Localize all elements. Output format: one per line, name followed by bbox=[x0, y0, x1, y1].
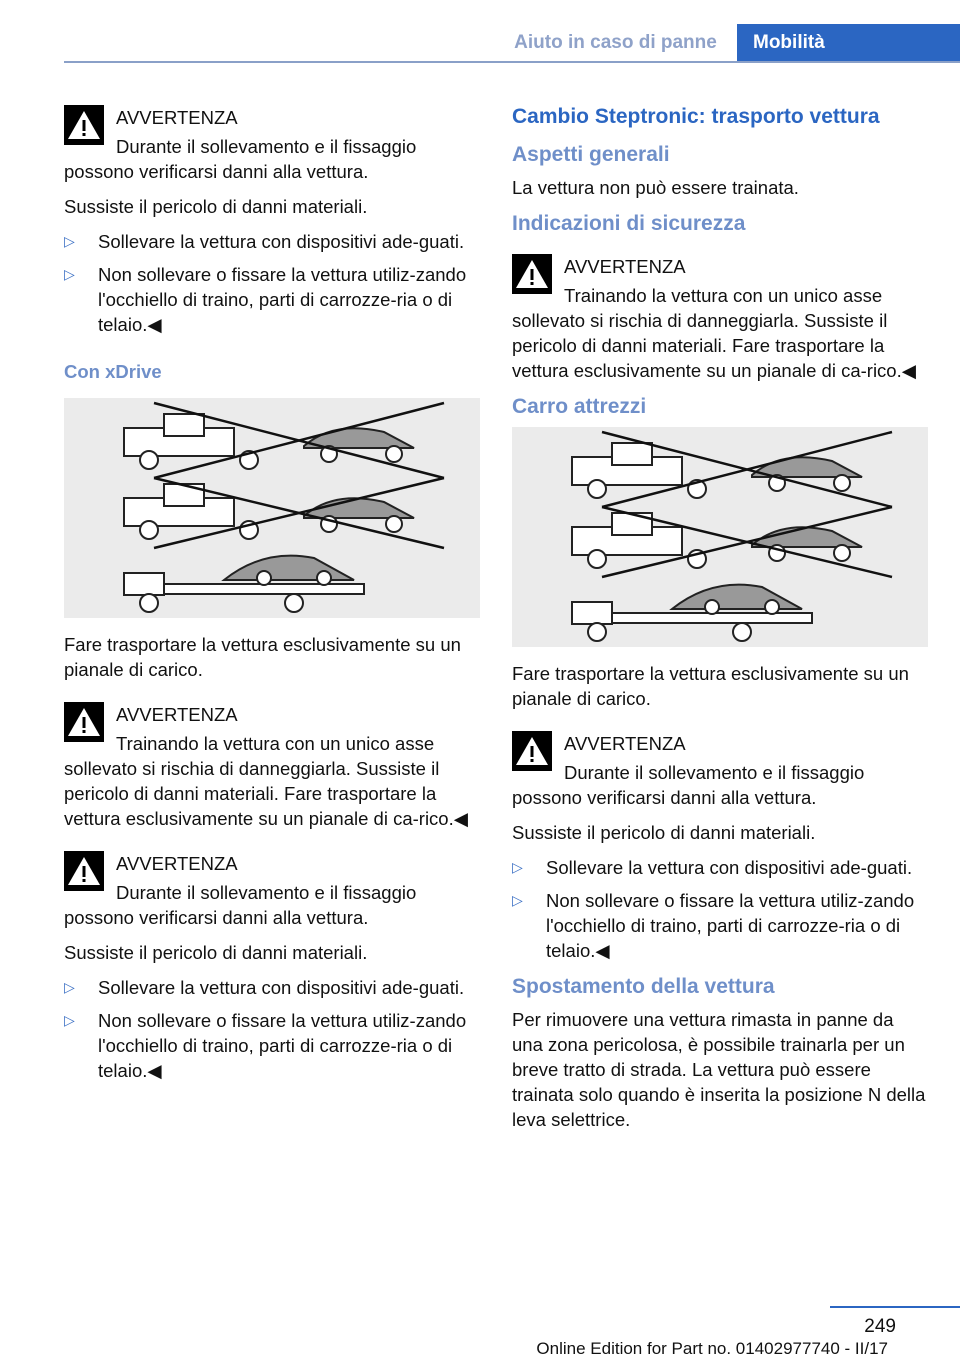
header-rule bbox=[64, 61, 960, 63]
list-item: ▷ Sollevare la vettura con dispositivi ade-guati. bbox=[64, 977, 465, 998]
triangle-bullet-icon: ▷ bbox=[64, 1012, 75, 1028]
warning-text: Trainando la vettura con un unico asse bbox=[564, 285, 883, 306]
warning-label: AVVERTENZA bbox=[116, 853, 238, 874]
list-item: ▷ Sollevare la vettura con dispositivi ade-guati. bbox=[512, 857, 913, 878]
section-heading: Carro attrezzi bbox=[512, 395, 647, 418]
bullet-list bbox=[64, 975, 480, 1083]
left-column bbox=[64, 95, 480, 1093]
warning-text: Durante il sollevamento e il fissaggio bbox=[116, 882, 417, 903]
page-header bbox=[0, 0, 960, 62]
triangle-bullet-icon: ▷ bbox=[512, 892, 523, 908]
warning-label: AVVERTENZA bbox=[116, 704, 238, 725]
triangle-bullet-icon: ▷ bbox=[64, 266, 75, 282]
page-title: Cambio Steptronic: trasporto vettura bbox=[512, 105, 880, 128]
figure-caption: Fare trasportare la vettura esclusivamente su un pianale di carico. bbox=[64, 634, 461, 680]
warning-text: Trainando la vettura con un unico asse bbox=[116, 733, 435, 754]
paragraph: Sussiste il pericolo di danni materiali. bbox=[512, 822, 816, 843]
section-heading: Aspetti generali bbox=[512, 143, 670, 166]
warning-icon bbox=[64, 105, 104, 145]
figure-caption: Fare trasportare la vettura esclusivamente su un pianale di carico. bbox=[512, 663, 909, 709]
warning-text: possono verificarsi danni alla vettura. bbox=[64, 161, 369, 182]
section-tab[interactable]: Aiuto in caso di panne bbox=[514, 32, 717, 53]
list-item: ▷ Sollevare la vettura con dispositivi ade-guati. bbox=[64, 231, 465, 252]
warning-icon bbox=[512, 254, 552, 294]
section-heading: Spostamento della vettura bbox=[512, 975, 775, 998]
list-item: ▷ Non sollevare o fissare la vettura utiliz-zando l'occhiello di traino, parti di carrozze-ria o di telaio.◀ bbox=[512, 890, 915, 961]
warning-text: sollevato si rischia di danneggiarla. Sussiste il pericolo di danni materiali. Fare trasportare la vettura esclusivamente su un pianale di ca-rico.◀ bbox=[512, 310, 916, 381]
warning-text: Durante il sollevamento e il fissaggio bbox=[116, 136, 417, 157]
section-heading: Indicazioni di sicurezza bbox=[512, 212, 746, 235]
warning-block bbox=[64, 692, 480, 831]
warning-icon bbox=[64, 851, 104, 891]
warning-label: AVVERTENZA bbox=[116, 107, 238, 128]
triangle-bullet-icon: ▷ bbox=[512, 859, 523, 875]
page-number: 249 bbox=[864, 1316, 896, 1337]
warning-block bbox=[64, 95, 480, 184]
towing-illustration bbox=[64, 398, 480, 618]
warning-label: AVVERTENZA bbox=[564, 256, 686, 277]
paragraph: Per rimuovere una vettura rimasta in panne da una zona pericolosa, è possibile trainarla per un breve tratto di strada. La vettura può essere trainata solo quando è inserita la posizione N della leva selettrice. bbox=[512, 1009, 926, 1130]
paragraph: Sussiste il pericolo di danni materiali. bbox=[64, 196, 368, 217]
footer-rule bbox=[830, 1306, 960, 1308]
warning-icon bbox=[512, 731, 552, 771]
chapter-tab[interactable]: Mobilità bbox=[737, 24, 960, 62]
section-heading: Con xDrive bbox=[64, 361, 162, 382]
warning-label: AVVERTENZA bbox=[564, 733, 686, 754]
warning-text: sollevato si rischia di danneggiarla. Sussiste il pericolo di danni materiali. Fare trasportare la vettura esclusivamente su un pianale di ca-rico.◀ bbox=[64, 758, 468, 829]
triangle-bullet-icon: ▷ bbox=[64, 979, 75, 995]
paragraph: Sussiste il pericolo di danni materiali. bbox=[64, 942, 368, 963]
list-item: ▷ Non sollevare o fissare la vettura utiliz-zando l'occhiello di traino, parti di carrozze-ria o di telaio.◀ bbox=[64, 1010, 467, 1081]
list-item: ▷ Non sollevare o fissare la vettura utiliz-zando l'occhiello di traino, parti di carrozze-ria o di telaio.◀ bbox=[64, 264, 467, 335]
bullet-list bbox=[64, 229, 480, 337]
edition-note: Online Edition for Part no. 01402977740 - II/17 bbox=[536, 1339, 888, 1358]
warning-icon bbox=[64, 702, 104, 742]
triangle-bullet-icon: ▷ bbox=[64, 233, 75, 249]
bullet-list bbox=[512, 855, 928, 963]
warning-block bbox=[512, 244, 928, 383]
right-column bbox=[512, 95, 928, 1142]
warning-text: Durante il sollevamento e il fissaggio bbox=[564, 762, 865, 783]
warning-block bbox=[64, 841, 480, 930]
warning-text: possono verificarsi danni alla vettura. bbox=[512, 787, 817, 808]
warning-block bbox=[512, 721, 928, 810]
paragraph: La vettura non può essere trainata. bbox=[512, 177, 799, 198]
warning-text: possono verificarsi danni alla vettura. bbox=[64, 907, 369, 928]
towing-illustration bbox=[512, 427, 928, 647]
